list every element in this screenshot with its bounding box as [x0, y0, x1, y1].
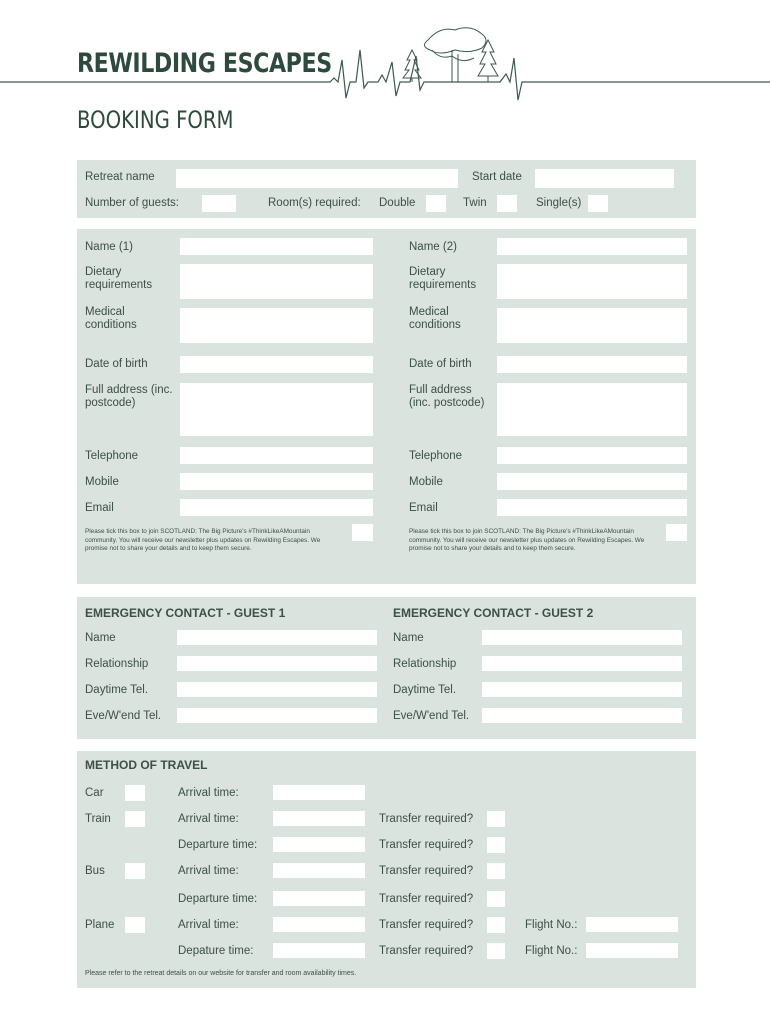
- emergency1-evening-field[interactable]: [177, 708, 377, 723]
- guest2-address-label: Full address (inc. postcode): [409, 384, 485, 409]
- train-checkbox[interactable]: [125, 811, 145, 827]
- bus-departure-transfer-label: Transfer required?: [379, 893, 474, 905]
- guests-number-label: Number of guests:: [85, 197, 179, 209]
- guest2-email-field[interactable]: [497, 499, 687, 516]
- plane-arrival-flight-field[interactable]: [586, 917, 678, 932]
- guest1-dietary-label: Dietary requirements: [85, 266, 153, 291]
- plane-departure-field[interactable]: [273, 943, 365, 958]
- guest2-name-field[interactable]: [497, 238, 687, 255]
- train-departure-field[interactable]: [273, 837, 365, 852]
- guest2-dietary-field[interactable]: [497, 264, 687, 299]
- plane-arrival-flight-label: Flight No.:: [525, 919, 578, 931]
- guest2-dob-label: Date of birth: [409, 358, 472, 370]
- emergency2-name-label: Name: [393, 632, 424, 644]
- double-label: Double: [379, 197, 416, 209]
- guest1-name-label: Name (1): [85, 241, 133, 253]
- singles-field[interactable]: [588, 195, 608, 212]
- plane-arrival-transfer-label: Transfer required?: [379, 919, 474, 931]
- emergency1-name-field[interactable]: [177, 630, 377, 645]
- retreat-name-label: Retreat name: [85, 171, 155, 183]
- emergency2-relationship-label: Relationship: [393, 658, 457, 670]
- emergency1-daytime-field[interactable]: [177, 682, 377, 697]
- guest2-telephone-field[interactable]: [497, 447, 687, 464]
- guest2-address-field[interactable]: [497, 383, 687, 436]
- guest1-telephone-field[interactable]: [180, 447, 373, 464]
- guest1-mobile-field[interactable]: [180, 473, 373, 490]
- train-departure-transfer-checkbox[interactable]: [487, 837, 505, 853]
- plane-checkbox[interactable]: [125, 917, 145, 933]
- car-label: Car: [85, 787, 104, 799]
- bus-arrival-field[interactable]: [273, 863, 365, 878]
- travel-footnote: Please refer to the retreat details on our website for transfer and room availability times.: [85, 970, 357, 977]
- train-departure-transfer-label: Transfer required?: [379, 839, 474, 851]
- guest2-medical-label: Medical conditions: [409, 306, 461, 331]
- bus-arrival-transfer-label: Transfer required?: [379, 865, 474, 877]
- emergency2-daytime-label: Daytime Tel.: [393, 684, 457, 696]
- guest2-telephone-label: Telephone: [409, 450, 463, 462]
- start-date-field[interactable]: [535, 169, 674, 188]
- bus-arrival-transfer-checkbox[interactable]: [487, 863, 505, 879]
- emergency1-name-label: Name: [85, 632, 116, 644]
- plane-departure-transfer-checkbox[interactable]: [487, 943, 505, 959]
- guests-number-field[interactable]: [202, 195, 236, 212]
- guest2-mobile-label: Mobile: [409, 476, 443, 488]
- guest1-telephone-label: Telephone: [85, 450, 139, 462]
- guest2-name-label: Name (2): [409, 241, 457, 253]
- plane-label: Plane: [85, 919, 115, 931]
- plane-departure-flight-field[interactable]: [586, 943, 678, 958]
- brand-title: REWILDING ESCAPES: [77, 48, 332, 79]
- guest1-newsletter-text: Please tick this box to join SCOTLAND: The Big Picture's #ThinkLikeAMountain community. You will receive our newsletter plus updates on Rewilding Escapes. We promise not to share your details and to keep them secure.: [85, 528, 321, 553]
- guest1-medical-field[interactable]: [180, 308, 373, 343]
- guest2-newsletter-checkbox[interactable]: [666, 524, 687, 541]
- guest2-dietary-label: Dietary requirements: [409, 266, 477, 291]
- train-departure-label: Departure time:: [178, 839, 258, 851]
- twin-field[interactable]: [497, 195, 517, 212]
- train-label: Train: [85, 813, 111, 825]
- guest1-name-field[interactable]: [180, 238, 373, 255]
- train-arrival-field[interactable]: [273, 811, 365, 826]
- travel-heading: METHOD OF TRAVEL: [85, 758, 208, 772]
- guest1-email-field[interactable]: [180, 499, 373, 516]
- emergency1-evening-label: Eve/W'end Tel.: [85, 710, 162, 722]
- guest2-newsletter-text: Please tick this box to join SCOTLAND: The Big Picture's #ThinkLikeAMountain community. You will receive our newsletter plus updates on Rewilding Escapes. We promise not to share your details and to keep them secure.: [409, 528, 645, 553]
- car-arrival-field[interactable]: [273, 785, 365, 800]
- guest1-email-label: Email: [85, 502, 114, 514]
- train-arrival-transfer-checkbox[interactable]: [487, 811, 505, 827]
- guest1-dob-label: Date of birth: [85, 358, 148, 370]
- plane-arrival-transfer-checkbox[interactable]: [487, 917, 505, 933]
- singles-label: Single(s): [536, 197, 582, 209]
- car-arrival-label: Arrival time:: [178, 787, 239, 799]
- emergency1-heading: EMERGENCY CONTACT - GUEST 1: [85, 606, 286, 620]
- train-arrival-label: Arrival time:: [178, 813, 239, 825]
- guest2-dob-field[interactable]: [497, 356, 687, 373]
- double-field[interactable]: [426, 195, 446, 212]
- guest1-newsletter-checkbox[interactable]: [352, 524, 373, 541]
- rooms-required-label: Room(s) required:: [268, 197, 361, 209]
- bus-checkbox[interactable]: [125, 863, 145, 879]
- emergency2-name-field[interactable]: [482, 630, 682, 645]
- guest2-mobile-field[interactable]: [497, 473, 687, 490]
- twin-label: Twin: [463, 197, 487, 209]
- bus-departure-field[interactable]: [273, 891, 365, 906]
- car-checkbox[interactable]: [125, 785, 145, 801]
- guest1-dietary-field[interactable]: [180, 264, 373, 299]
- plane-arrival-field[interactable]: [273, 917, 365, 932]
- guest1-address-field[interactable]: [180, 383, 373, 436]
- emergency2-heading: EMERGENCY CONTACT - GUEST 2: [393, 606, 594, 620]
- bus-label: Bus: [85, 865, 105, 877]
- emergency1-daytime-label: Daytime Tel.: [85, 684, 149, 696]
- bus-arrival-label: Arrival time:: [178, 865, 239, 877]
- emergency2-evening-label: Eve/W'end Tel.: [393, 710, 470, 722]
- plane-departure-flight-label: Flight No.:: [525, 945, 578, 957]
- retreat-name-field[interactable]: [176, 169, 458, 188]
- form-title: BOOKING FORM: [77, 106, 234, 134]
- plane-departure-label: Depature time:: [178, 945, 254, 957]
- guest2-medical-field[interactable]: [497, 308, 687, 343]
- plane-departure-transfer-label: Transfer required?: [379, 945, 474, 957]
- emergency2-daytime-field[interactable]: [482, 682, 682, 697]
- plane-arrival-label: Arrival time:: [178, 919, 239, 931]
- emergency1-relationship-field[interactable]: [177, 656, 377, 671]
- bus-departure-transfer-checkbox[interactable]: [487, 891, 505, 907]
- train-arrival-transfer-label: Transfer required?: [379, 813, 474, 825]
- guest1-mobile-label: Mobile: [85, 476, 119, 488]
- guest1-medical-label: Medical conditions: [85, 306, 137, 331]
- guest1-dob-field[interactable]: [180, 356, 373, 373]
- emergency1-relationship-label: Relationship: [85, 658, 149, 670]
- bus-departure-label: Departure time:: [178, 893, 258, 905]
- start-date-label: Start date: [472, 171, 522, 183]
- guest2-email-label: Email: [409, 502, 438, 514]
- guest1-address-label: Full address (inc. postcode): [85, 384, 173, 409]
- emergency2-evening-field[interactable]: [482, 708, 682, 723]
- emergency2-relationship-field[interactable]: [482, 656, 682, 671]
